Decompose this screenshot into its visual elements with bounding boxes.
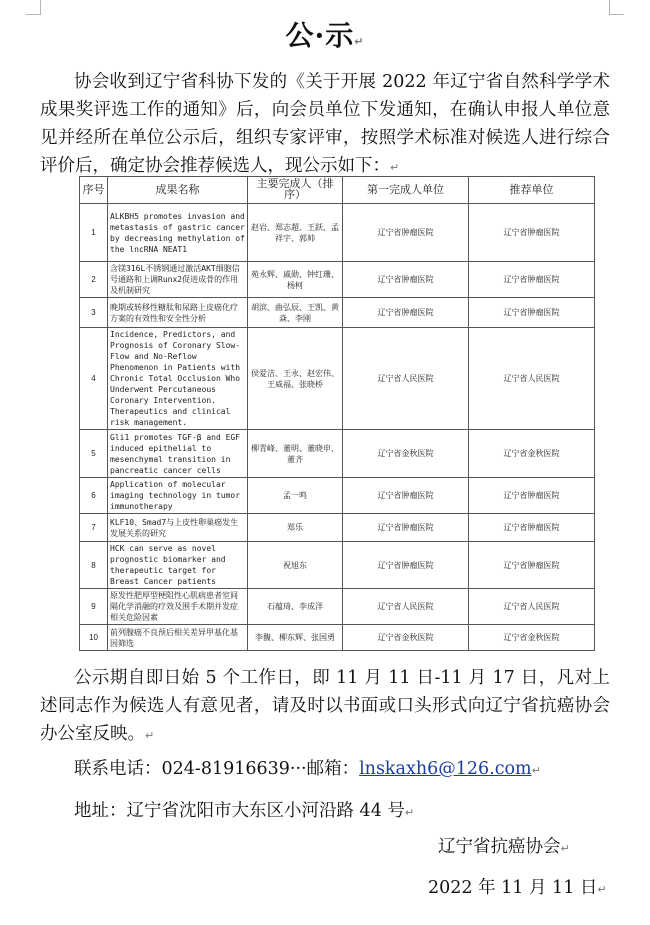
main-contributors: 柳青峰、董明、董晓申、董齐 bbox=[248, 430, 343, 478]
issue-date: 2022 年 11 月 11 日↵ bbox=[428, 878, 607, 898]
page-corner-mark bbox=[609, 0, 624, 15]
recommending-unit: 辽宁省人民医院 bbox=[469, 589, 595, 625]
main-contributors: 赵岩、郑志超、王跃、孟祥宇、郭帅 bbox=[248, 204, 343, 262]
achievement-name: ALKBH5 promotes invasion and metastasis of gastric cancer by decreasing methylation of the lncRNA NEAT1 bbox=[108, 204, 248, 262]
table-row bbox=[80, 478, 595, 514]
row-number: 7 bbox=[80, 514, 108, 542]
first-unit: 辽宁省肿瘤医院 bbox=[343, 262, 469, 298]
row-number: 10 bbox=[80, 625, 108, 651]
recommending-unit: 辽宁省金秋医院 bbox=[469, 430, 595, 478]
recommending-unit: 辽宁省肿瘤医院 bbox=[469, 298, 595, 328]
table-row bbox=[80, 204, 595, 262]
header-cell: 主要完成人（排序） bbox=[248, 177, 343, 204]
achievement-name: Gli1 promotes TGF-β and EGF induced epithelial to mesenchymal transition in pancreatic cancer cells bbox=[108, 430, 248, 478]
first-unit: 辽宁省肿瘤医院 bbox=[343, 298, 469, 328]
table-row bbox=[80, 625, 595, 651]
notice-paragraph: 公示期自即日始 5 个工作日，即 11 月 11 日-11 月 17 日，凡对上述同志作为候选人有意见者，请及时以书面或口头形式向辽宁省抗癌协会办公室反映。↵ bbox=[40, 668, 610, 744]
row-number: 3 bbox=[80, 298, 108, 328]
table-row bbox=[80, 589, 595, 625]
recommending-unit: 辽宁省肿瘤医院 bbox=[469, 478, 595, 514]
recommending-unit: 辽宁省肿瘤医院 bbox=[469, 204, 595, 262]
row-number: 9 bbox=[80, 589, 108, 625]
row-number: 6 bbox=[80, 478, 108, 514]
table-row bbox=[80, 542, 595, 589]
first-unit: 辽宁省肿瘤医院 bbox=[343, 478, 469, 514]
row-number: 1 bbox=[80, 204, 108, 262]
row-number: 8 bbox=[80, 542, 108, 589]
achievement-name: 晚期或转移性糖肽和尿路上皮癌化疗方案的有效性和安全性分析 bbox=[108, 298, 248, 328]
first-unit: 辽宁省人民医院 bbox=[343, 328, 469, 430]
recommending-unit: 辽宁省肿瘤医院 bbox=[469, 542, 595, 589]
achievement-name: 原发性肥厚型梗阻性心肌病患者室间隔化学消融的疗效及围手术期并发症相关危险因素 bbox=[108, 589, 248, 625]
recommending-unit: 辽宁省人民医院 bbox=[469, 328, 595, 430]
header-cell: 序号 bbox=[80, 177, 108, 204]
recommending-unit: 辽宁省肿瘤医院 bbox=[469, 262, 595, 298]
row-number: 4 bbox=[80, 328, 108, 430]
table-row bbox=[80, 298, 595, 328]
header-cell: 成果名称 bbox=[108, 177, 248, 204]
table-row bbox=[80, 514, 595, 542]
address-line: 地址：辽宁省沈阳市大东区小河沿路 44 号↵ bbox=[74, 801, 415, 821]
main-contributors: 胡滨、曲弘辰、王凯、黄焱、李刚 bbox=[248, 298, 343, 328]
main-contributors: 郑乐 bbox=[248, 514, 343, 542]
table-header-row bbox=[80, 177, 595, 204]
header-cell: 第一完成人单位 bbox=[343, 177, 469, 204]
recommending-unit: 辽宁省肿瘤医院 bbox=[469, 514, 595, 542]
first-unit: 辽宁省肿瘤医院 bbox=[343, 542, 469, 589]
row-number: 2 bbox=[80, 262, 108, 298]
email-link[interactable]: lnskaxh6@126.com bbox=[359, 759, 532, 779]
table-row bbox=[80, 262, 595, 298]
main-contributors: 石蕴琦、李成洋 bbox=[248, 589, 343, 625]
first-unit: 辽宁省肿瘤医院 bbox=[343, 514, 469, 542]
achievement-name: Incidence, Predictors, and Prognosis of Coronary Slow-Flow and No-Reflow Phenomenon in Patients with Chronic Total Occlusion Who Underwent Percutaneous Coronary Intervention. Therapeutics and clinical risk management. bbox=[108, 328, 248, 430]
organization-signature: 辽宁省抗癌协会↵ bbox=[438, 837, 570, 857]
main-contributors: 李馥、柳东辉、张国勇 bbox=[248, 625, 343, 651]
candidate-table bbox=[79, 176, 594, 651]
intro-paragraph: 协会收到辽宁省科协下发的《关于开展 2022 年辽宁省自然科学学术成果奖评选工作的通知》后，向会员单位下发通知，在确认申报人单位意见并经所在单位公示后，组织专家评审，按照学术标准对候选人进行综合评价后，确定协会推荐候选人，现公示如下：↵ bbox=[40, 72, 610, 176]
paragraph-mark: ↵ bbox=[354, 35, 365, 48]
achievement-name: 前列腺癌不良预后相关差异甲基化基因筛选 bbox=[108, 625, 248, 651]
first-unit: 辽宁省金秋医院 bbox=[343, 625, 469, 651]
table-row bbox=[80, 430, 595, 478]
achievement-name: Application of molecular imaging technology in tumor immunotherapy bbox=[108, 478, 248, 514]
first-unit: 辽宁省金秋医院 bbox=[343, 430, 469, 478]
main-contributors: 侯爱洁、王永、赵宏伟、王威福、张晓桥 bbox=[248, 328, 343, 430]
first-unit: 辽宁省肿瘤医院 bbox=[343, 204, 469, 262]
achievement-name: 含镁316L不锈钢通过激活AKT细胞信号通路和上调Runx2促进成骨的作用及机制研究 bbox=[108, 262, 248, 298]
contact-line: 联系电话：024-81916639···邮箱：lnskaxh6@126.com↵ bbox=[74, 759, 541, 779]
main-contributors: 祝旭东 bbox=[248, 542, 343, 589]
row-number: 5 bbox=[80, 430, 108, 478]
page-title: 公·示↵ bbox=[285, 19, 365, 52]
main-contributors: 孟一鸣 bbox=[248, 478, 343, 514]
main-contributors: 苑永辉、戚勋、钟红珊、杨柯 bbox=[248, 262, 343, 298]
achievement-name: KLF10、Smad7与上皮性卵巢癌发生发展关系的研究 bbox=[108, 514, 248, 542]
page-corner-mark bbox=[26, 0, 41, 15]
header-cell: 推荐单位 bbox=[469, 177, 595, 204]
recommending-unit: 辽宁省金秋医院 bbox=[469, 625, 595, 651]
first-unit: 辽宁省人民医院 bbox=[343, 589, 469, 625]
achievement-name: HCK can serve as novel prognostic biomarker and therapeutic target for Breast Cancer patients bbox=[108, 542, 248, 589]
phone-label: 联系电话：024-81916639···邮箱： bbox=[74, 759, 360, 779]
table-row bbox=[80, 328, 595, 430]
